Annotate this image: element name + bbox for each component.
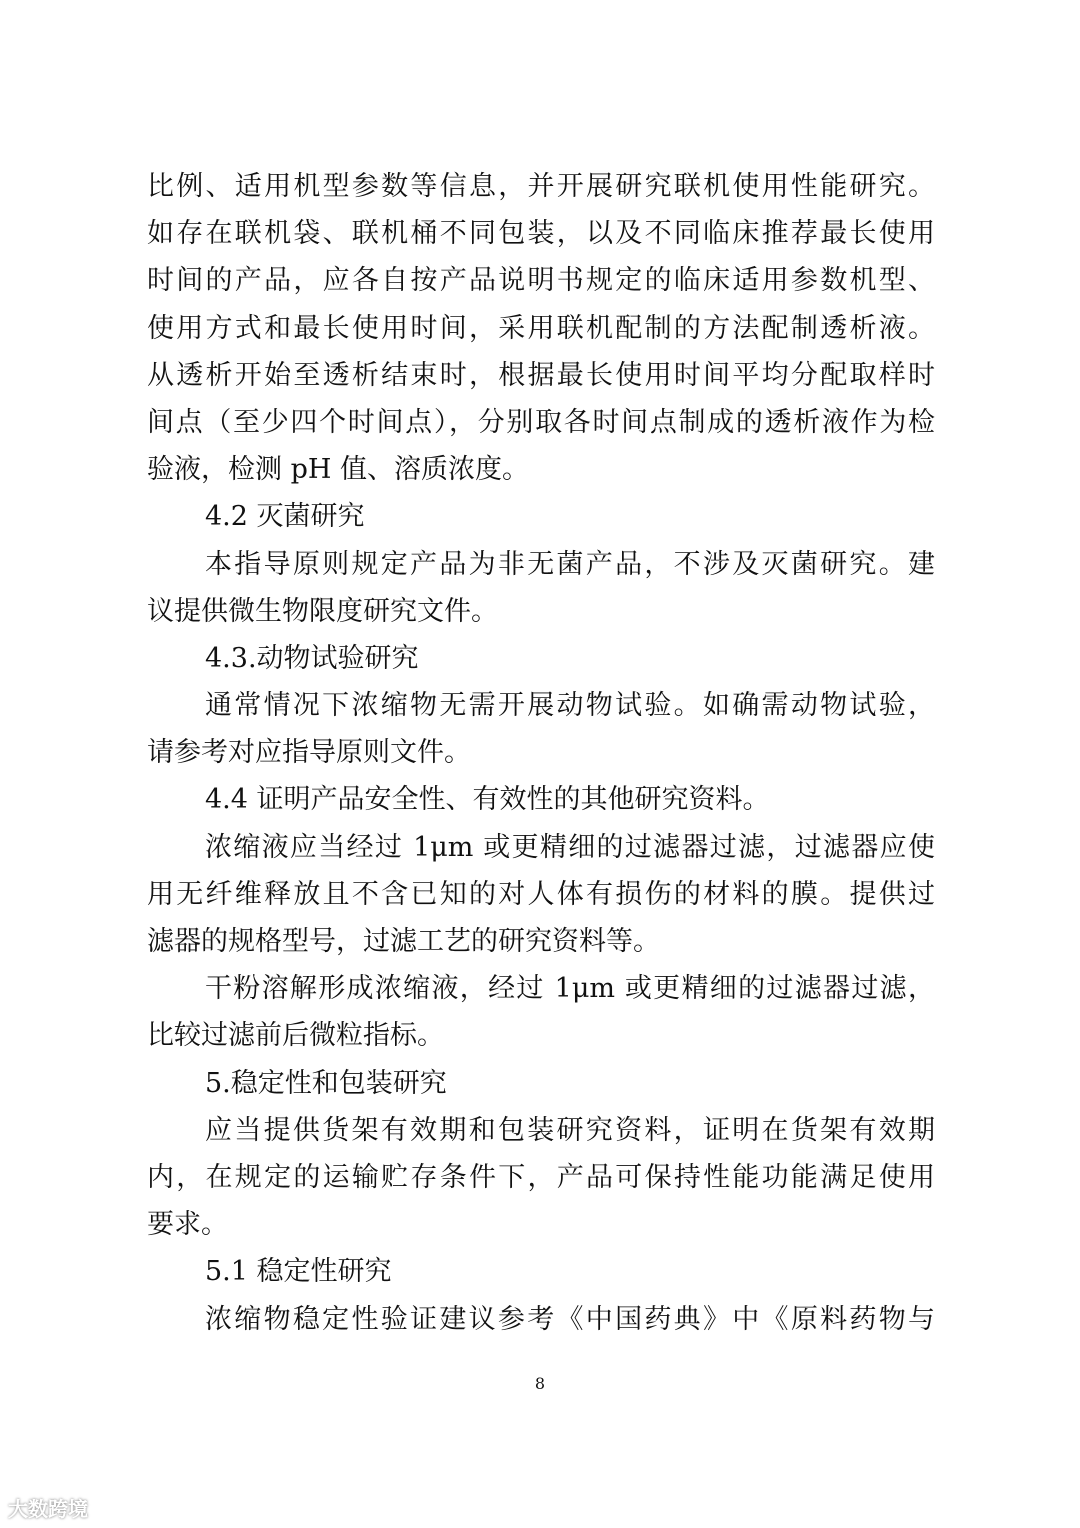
- document-body: [147, 163, 935, 1343]
- text-line: 浓缩物稳定性验证建议参考《中国药典》中《原料药物与: [205, 1303, 935, 1335]
- section-heading: 5.稳定性和包装研究: [205, 1067, 447, 1099]
- section-heading: 4.4 证明产品安全性、有效性的其他研究资料。: [205, 784, 770, 816]
- text-line: 时间的产品，应各自按产品说明书规定的临床适用参数机型、: [147, 265, 935, 297]
- text-line: 间点（至少四个时间点），分别取各时间点制成的透析液作为检: [147, 406, 935, 438]
- text-line: 如存在联机袋、联机桶不同包装，以及不同临床推荐最长使用: [147, 218, 935, 250]
- section-heading: 4.3.动物试验研究: [205, 642, 419, 674]
- text-line: 请参考对应指导原则文件。: [147, 737, 471, 769]
- text-line: 滤器的规格型号，过滤工艺的研究资料等。: [147, 926, 660, 957]
- text-line: 应当提供货架有效期和包装研究资料，证明在货架有效期: [205, 1114, 935, 1146]
- page-number: 8: [534, 1374, 546, 1393]
- section-heading: 5.1 稳定性研究: [205, 1256, 392, 1288]
- text-line: 本指导原则规定产品为非无菌产品，不涉及灭菌研究。建: [205, 548, 935, 580]
- section-heading: 4.2 灭菌研究: [205, 501, 365, 533]
- text-line: 内，在规定的运输贮存条件下，产品可保持性能功能满足使用: [147, 1161, 935, 1193]
- text-line: 用无纤维释放且不含已知的对人体有损伤的材料的膜。提供过: [147, 878, 935, 910]
- text-line: 比例、适用机型参数等信息，并开展研究联机使用性能研究。: [147, 171, 935, 202]
- text-line: 干粉溶解形成浓缩液，经过 1μm 或更精细的过滤器过滤，: [205, 973, 935, 1005]
- text-line: 使用方式和最长使用时间，采用联机配制的方法配制透析液。: [147, 312, 935, 344]
- text-line: 浓缩液应当经过 1μm 或更精细的过滤器过滤，过滤器应使: [205, 831, 935, 863]
- text-line: 通常情况下浓缩物无需开展动物试验。如确需动物试验，: [205, 690, 935, 722]
- text-line: 要求。: [147, 1209, 228, 1241]
- text-line: 从透析开始至透析结束时，根据最长使用时间平均分配取样时: [147, 359, 935, 391]
- text-line: 比较过滤前后微粒指标。: [147, 1020, 444, 1052]
- text-line: 议提供微生物限度研究文件。: [147, 595, 498, 627]
- watermark-logo: 大数跨境: [8, 1497, 88, 1521]
- text-line: 验液，检测 pH 值、溶质浓度。: [147, 454, 529, 486]
